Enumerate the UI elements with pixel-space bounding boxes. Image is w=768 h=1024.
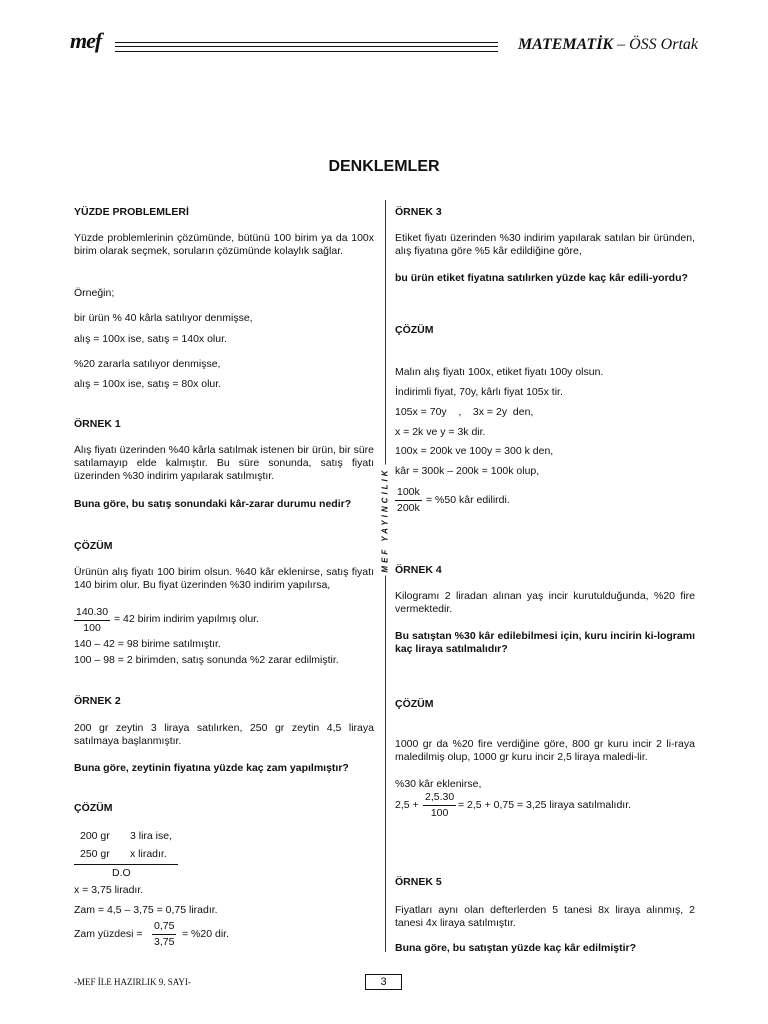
example-lead: Örneğin;	[74, 287, 115, 299]
example-3-step-5: 100x = 200k ve 100y = 300 k den,	[395, 445, 554, 457]
fraction-numerator: 2,5.30	[423, 791, 456, 806]
intro-line-2: alış = 100x ise, satış = 140x olur.	[74, 333, 227, 345]
example-4-title: ÖRNEK 4	[395, 564, 442, 576]
example-4-step-2: %30 kâr eklenirse,	[395, 778, 482, 790]
example-2-fraction-result: = %20 dir.	[182, 928, 229, 940]
example-1-solution-title: ÇÖZÜM	[74, 540, 113, 552]
example-1-fraction	[74, 606, 110, 635]
intro-line-4: alış = 100x ise, satış = 80x olur.	[74, 378, 222, 390]
example-3-fraction-result: = %50 kâr edilirdi.	[426, 494, 510, 506]
example-2-solution-title: ÇÖZÜM	[74, 802, 113, 814]
example-1-step-3: 100 – 98 = 2 birimden, satış sonunda %2 zarar edilmiştir.	[74, 654, 339, 666]
example-3-text: Etiket fiyatı üzerinden %30 indirim yapılarak satılan bir üründen, alış fiyatına göre %5 kâr edildiğine göre,	[395, 232, 695, 257]
example-1-fraction-result: = 42 birim indirim yapılmış olur.	[114, 613, 260, 625]
example-4-solution-title: ÇÖZÜM	[395, 698, 434, 710]
fraction-numerator: 140.30	[74, 606, 110, 621]
example-1-title: ÖRNEK 1	[74, 418, 121, 430]
example-4-fraction	[423, 791, 456, 820]
proportion-row-2-left: 250 gr	[80, 848, 110, 860]
example-3-step-4: x = 2k ve y = 3k dir.	[395, 426, 486, 438]
intro-line-1: bir ürün % 40 kârla satılıyor denmişse,	[74, 312, 253, 324]
proportion-type: D.O	[112, 867, 131, 879]
proportion-row-1-right: 3 lira ise,	[130, 830, 173, 842]
example-3-fraction	[395, 486, 422, 515]
example-1-text: Alış fiyatı üzerinden %40 kârla satılmak istenen bir ürün, bir süre satılamayıp elde kalmıştır. Bu süre sonunda, satış fiyatı üzerinden %30 indirim yapılarak satılmıştır.	[74, 444, 374, 482]
example-2-question: Buna göre, zeytinin fiyatına yüzde kaç zam yapılmıştır?	[74, 762, 349, 774]
intro-text: Yüzde problemlerinin çözümünde, bütünü 100 birim ya da 100x birim olarak seçmek, soruların çözümünde kolaylık sağlar.	[74, 232, 374, 257]
example-1-solution-text: Ürünün alış fiyatı 100 birim olsun. %40 kâr eklenirse, satış fiyatı 140 birim olur. Bu fiyat üzerinden %30 indirim yapılırsa,	[74, 566, 374, 591]
proportion-row-2-right: x liradır.	[130, 848, 167, 860]
example-3-question: bu ürün etiket fiyatına satılırken yüzde kaç kâr edili-yordu?	[395, 272, 688, 284]
proportion-underline	[74, 864, 178, 865]
example-5-question: Buna göre, bu satıştan yüzde kaç kâr edilmiştir?	[395, 942, 636, 954]
header-title	[518, 38, 698, 51]
example-3-step-3: 105x = 70y , 3x = 2y den,	[395, 406, 534, 418]
header-subject: MATEMATİK	[517, 36, 614, 53]
page-header	[70, 28, 698, 64]
example-4-fraction-result: = 2,5 + 0,75 = 3,25 liraya satılmalıdır.	[458, 799, 632, 811]
example-5-text: Fiyatları aynı olan defterlerden 5 tanesi 8x liraya alınmış, 2 tanesi 4x liraya satılmıştır.	[395, 904, 695, 929]
page-title: DENKLEMLER	[328, 158, 440, 175]
example-2-text: 200 gr zeytin 3 liraya satılırken, 250 gr zeytin 4,5 liraya satılmaya başlanmıştır.	[74, 722, 374, 747]
example-3-step-2: İndirimli fiyat, 70y, kârlı fiyat 105x tir.	[395, 386, 563, 398]
footer-issue: -MEF İLE HAZIRLIK 9. SAYI-	[74, 977, 191, 987]
example-2-title: ÖRNEK 2	[74, 695, 121, 707]
section-title: YÜZDE PROBLEMLERİ	[74, 206, 189, 218]
intro-line-3: %20 zararla satılıyor denmişse,	[74, 358, 221, 370]
fraction-denominator: 3,75	[154, 936, 175, 948]
example-4-solution-text: 1000 gr da %20 fire verdiğine göre, 800 gr kuru incir 2 li-raya maledilmiş olup, 1000 gr kuru incir 2,5 liraya maledi-lir.	[395, 738, 695, 763]
example-4-text: Kilogramı 2 liradan alınan yaş incir kurutulduğunda, %20 fire vermektedir.	[395, 590, 695, 615]
example-2-fraction	[152, 920, 176, 949]
example-2-step-3-label: Zam yüzdesi =	[74, 928, 143, 940]
example-2-step-1: x = 3,75 liradır.	[74, 884, 144, 896]
example-1-question: Buna göre, bu satış sonundaki kâr-zarar durumu nedir?	[74, 498, 352, 510]
example-3-step-6: kâr = 300k – 200k = 100k olup,	[395, 465, 540, 477]
header-rule	[115, 42, 498, 52]
fraction-numerator: 0,75	[152, 920, 176, 935]
example-4-expression-start: 2,5 +	[395, 799, 419, 811]
fraction-numerator: 100k	[395, 486, 422, 501]
fraction-denominator: 200k	[397, 502, 420, 514]
example-1-step-2: 140 – 42 = 98 birime satılmıştır.	[74, 638, 221, 650]
example-3-title: ÖRNEK 3	[395, 206, 442, 218]
header-subtitle: – ÖSS Ortak	[613, 36, 698, 53]
example-2-step-2: Zam = 4,5 – 3,75 = 0,75 liradır.	[74, 904, 218, 916]
proportion-row-1-left: 200 gr	[80, 830, 110, 842]
fraction-denominator: 100	[83, 622, 101, 634]
fraction-denominator: 100	[430, 807, 449, 819]
page-number: 3	[365, 974, 402, 990]
example-4-question: Bu satıştan %30 kâr edilebilmesi için, kuru incirin ki-logramı kaç liraya satılmalıdır?	[395, 630, 695, 655]
mef-logo: mef	[70, 28, 102, 53]
example-3-step-1: Malın alış fiyatı 100x, etiket fiyatı 100y olsun.	[395, 366, 604, 378]
vertical-publisher-text: MEF YAYINCILIK	[376, 460, 394, 580]
example-3-solution-title: ÇÖZÜM	[395, 324, 434, 336]
example-5-title: ÖRNEK 5	[395, 876, 442, 888]
